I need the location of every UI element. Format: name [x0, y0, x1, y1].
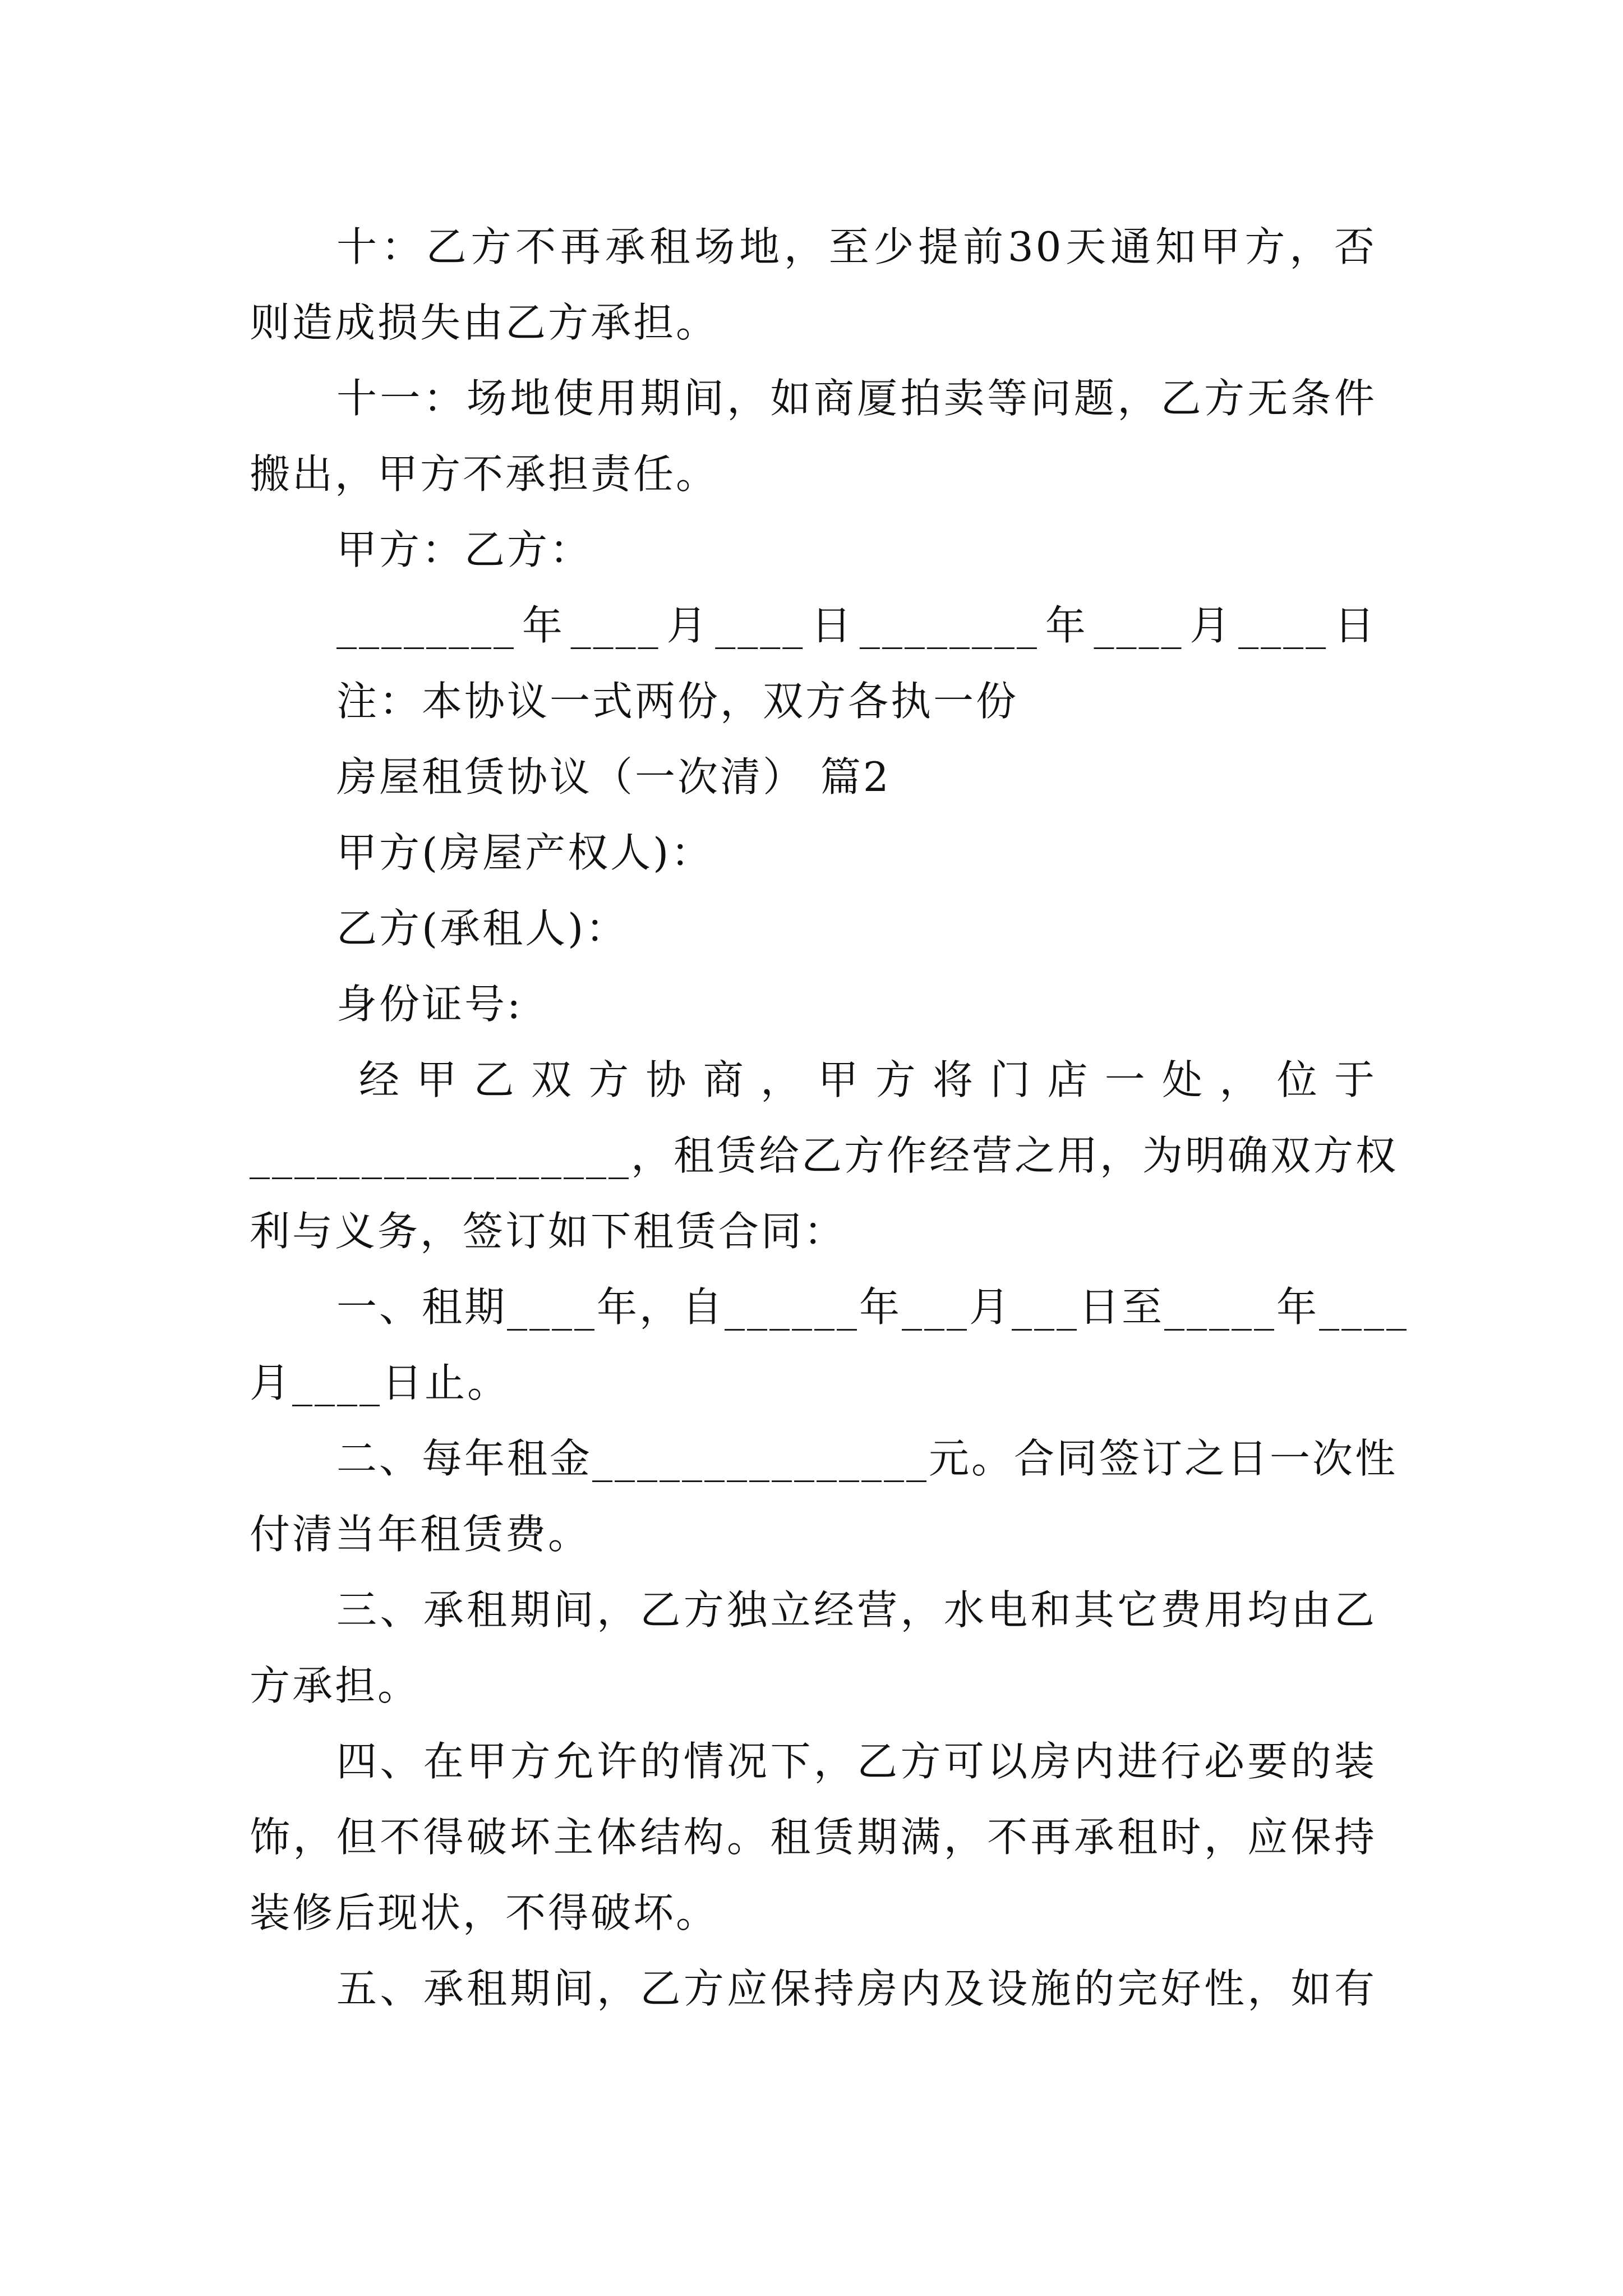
signature-parties: 甲方：乙方： — [336, 526, 593, 573]
clause-2-line-1: 二、每年租金_______________元。合同签订之日一次性 — [336, 1435, 1398, 1482]
clause-2-line-2: 付清当年租赁费。 — [250, 1511, 591, 1558]
party-b-label: 乙方(承租人)： — [336, 905, 629, 952]
clause-11-line-2: 搬出，甲方不承担责任。 — [250, 450, 719, 498]
clause-4-line-2: 饰，但不得破坏主体结构。租赁期满，不再承租时，应保持 — [250, 1814, 1377, 1861]
clause-3-line-1: 三、承租期间，乙方独立经营，水电和其它费用均由乙 — [336, 1586, 1377, 1634]
clause-1-line-1: 一、租期____年，自______年___月___日至_____年____ — [336, 1283, 1409, 1331]
clause-10-line-1: 十：乙方不再承租场地，至少提前30天通知甲方，否 — [336, 223, 1377, 270]
intro-line-2: _________________，租赁给乙方作经营之用，为明确双方权 — [250, 1132, 1399, 1179]
section-title: 房屋租赁协议（一次清） 篇2 — [336, 753, 891, 800]
clause-10-line-2: 则造成损失由乙方承担。 — [250, 299, 719, 346]
id-number-label: 身份证号: — [336, 981, 523, 1028]
clause-11-line-1: 十一：场地使用期间，如商厦拍卖等问题，乙方无条件 — [336, 375, 1377, 422]
clause-5-line-1: 五、承租期间，乙方应保持房内及设施的完好性，如有 — [336, 1965, 1377, 2012]
signature-dates: ________年____月____日________年____月____日 — [336, 602, 1377, 649]
clause-1-line-2: 月____日止。 — [250, 1359, 510, 1406]
intro-line-1: 经甲乙双方协商，甲方将门店一处，位于 — [359, 1056, 1377, 1103]
clause-4-line-1: 四、在甲方允许的情况下，乙方可以房内进行必要的装 — [336, 1738, 1377, 1785]
intro-line-3: 利与义务，签订如下租赁合同： — [250, 1208, 847, 1255]
clause-4-line-3: 装修后现状，不得破坏。 — [250, 1889, 719, 1936]
party-a-label: 甲方(房屋产权人)： — [336, 829, 714, 876]
note-copies: 注：本协议一式两份，双方各执一份 — [336, 678, 1019, 725]
clause-3-line-2: 方承担。 — [250, 1662, 421, 1709]
